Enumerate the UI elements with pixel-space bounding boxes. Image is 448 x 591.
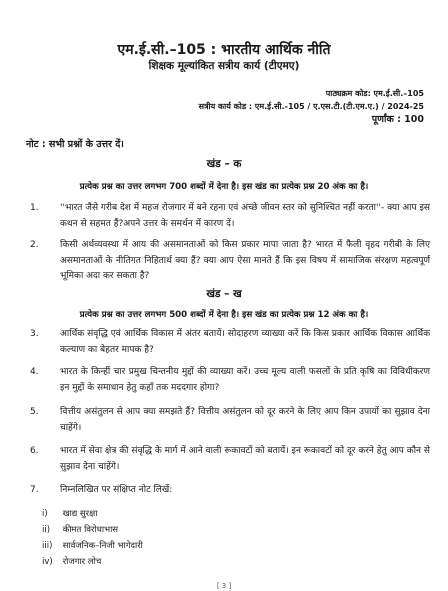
instruction-note: नोट : सभी प्रश्नों के उत्तर दें।: [26, 139, 124, 150]
section-a-instruction: प्रत्येक प्रश्न का उत्तर लगभग 700 शब्दों में देना है। इस खंड का प्रत्येक प्रश्न 20 अंक का है।: [79, 182, 369, 192]
sub-item-number: ii): [42, 525, 51, 535]
question-1: [30, 201, 430, 232]
assignment-title: एम.ई.सी.–105 : भारतीय आर्थिक नीति: [117, 42, 331, 58]
question-4: [30, 365, 430, 396]
question-number: 1.: [30, 203, 39, 213]
question-number: 7.: [30, 485, 39, 495]
question-number: 2.: [30, 240, 39, 250]
question-text: किसी अर्थव्यवस्था में आय की असमानताओं को किस प्रकार मापा जाता है? भारत में फैली वृहद गरीबी के लिए असमानताओं के नीतिगत निहितार्थ क्या हैं? क्या आप ऐसा मानते हैं कि इस विषय में सामाजिक संरक्षण महत्वपूर्ण भूमिका अदा कर सकता है?: [60, 240, 430, 281]
question-number: 5.: [30, 407, 39, 417]
question-text: भारत के किन्हीं चार प्रमुख चिन्तनीय मुद्दों की व्याख्या करें। उच्च मूल्य वाली फसलों के प्रति कृषि का विविधीकरण इन मुद्दों के समाधान हेतु कहाँ तक मददगार होगा?: [60, 367, 430, 393]
assignment-code: सत्रीय कार्य कोड : एम.ई.सी.-105 / ए.एस.टी.(टी.एम.ए.) / 2024-25: [198, 102, 424, 111]
section-a-heading: खंड – क: [206, 158, 242, 170]
question-7: [30, 483, 430, 499]
assignment-subtitle: शिक्षक मूल्यांकित सत्रीय कार्य (टीएमए): [148, 60, 300, 72]
sub-item-text: सार्वजनिक–निजी भागेदारी: [62, 541, 143, 551]
course-code: पाठ्यक्रम कोड: एम.ई.सी.–105: [325, 89, 424, 98]
sub-item: [42, 540, 143, 551]
sub-item-text: कीमत विरोधाभास: [62, 525, 119, 535]
question-5: [30, 405, 430, 436]
question-number: 6.: [30, 446, 39, 456]
sub-item-number: iv): [42, 557, 53, 567]
sub-item-text: खाद्य सुरक्षा: [62, 509, 98, 519]
question-text: ''भारत जैसे गरीब देश में महज रोजगार में बने रहना एवं अच्छे जीवन स्तर को सुनिश्चित नहीं करता''- क्या आप इस कथन से सहमत हैं?अपने उत्तर के समर्थन में कारण दें।: [60, 203, 430, 229]
question-text: वित्तीय असंतुलन से आप क्या समझते हैं? वित्तीय असंतुलन को दूर करने के लिए आप किन उपायों का सुझाव देना चाहेंगे।: [60, 407, 430, 433]
sub-item-number: iii): [42, 541, 53, 551]
question-text: निम्नलिखित पर संक्षिप्त नोट लिखें:: [60, 485, 173, 495]
page-number: [ 3 ]: [216, 582, 232, 590]
question-6: [30, 444, 430, 475]
question-text: आर्थिक संवृद्धि एवं आर्थिक विकास में अंतर बतायें। सोदाहरण व्याख्या करें कि किस प्रकार आर्थिक विकास आर्थिक कल्याण का बेहतर मापक है?: [60, 329, 430, 355]
question-text: भारत में सेवा क्षेत्र की संवृद्धि के मार्ग में आने वाली रूकावटों को बतायें। इन रूकावटों को दूर करने हेतु आप कौन से सुझाव देना चाहेंगे।: [60, 446, 430, 472]
max-marks: पूर्णांक : 100: [371, 114, 424, 125]
sub-item: [42, 556, 101, 567]
sub-item: [42, 508, 97, 519]
question-3: [30, 327, 430, 358]
question-2: [30, 238, 430, 285]
section-b-heading: खंड – ख: [206, 288, 242, 300]
sub-item-text: रोजगार लोच: [62, 557, 102, 567]
question-number: 3.: [30, 329, 39, 339]
sub-item: [42, 524, 118, 535]
sub-item-number: i): [42, 509, 48, 519]
question-number: 4.: [30, 367, 39, 377]
section-b-instruction: प्रत्येक प्रश्न का उत्तर लगभग 500 शब्दों में देना है। इस खंड का प्रत्येक प्रश्न 12 अंक का है।: [79, 310, 369, 320]
